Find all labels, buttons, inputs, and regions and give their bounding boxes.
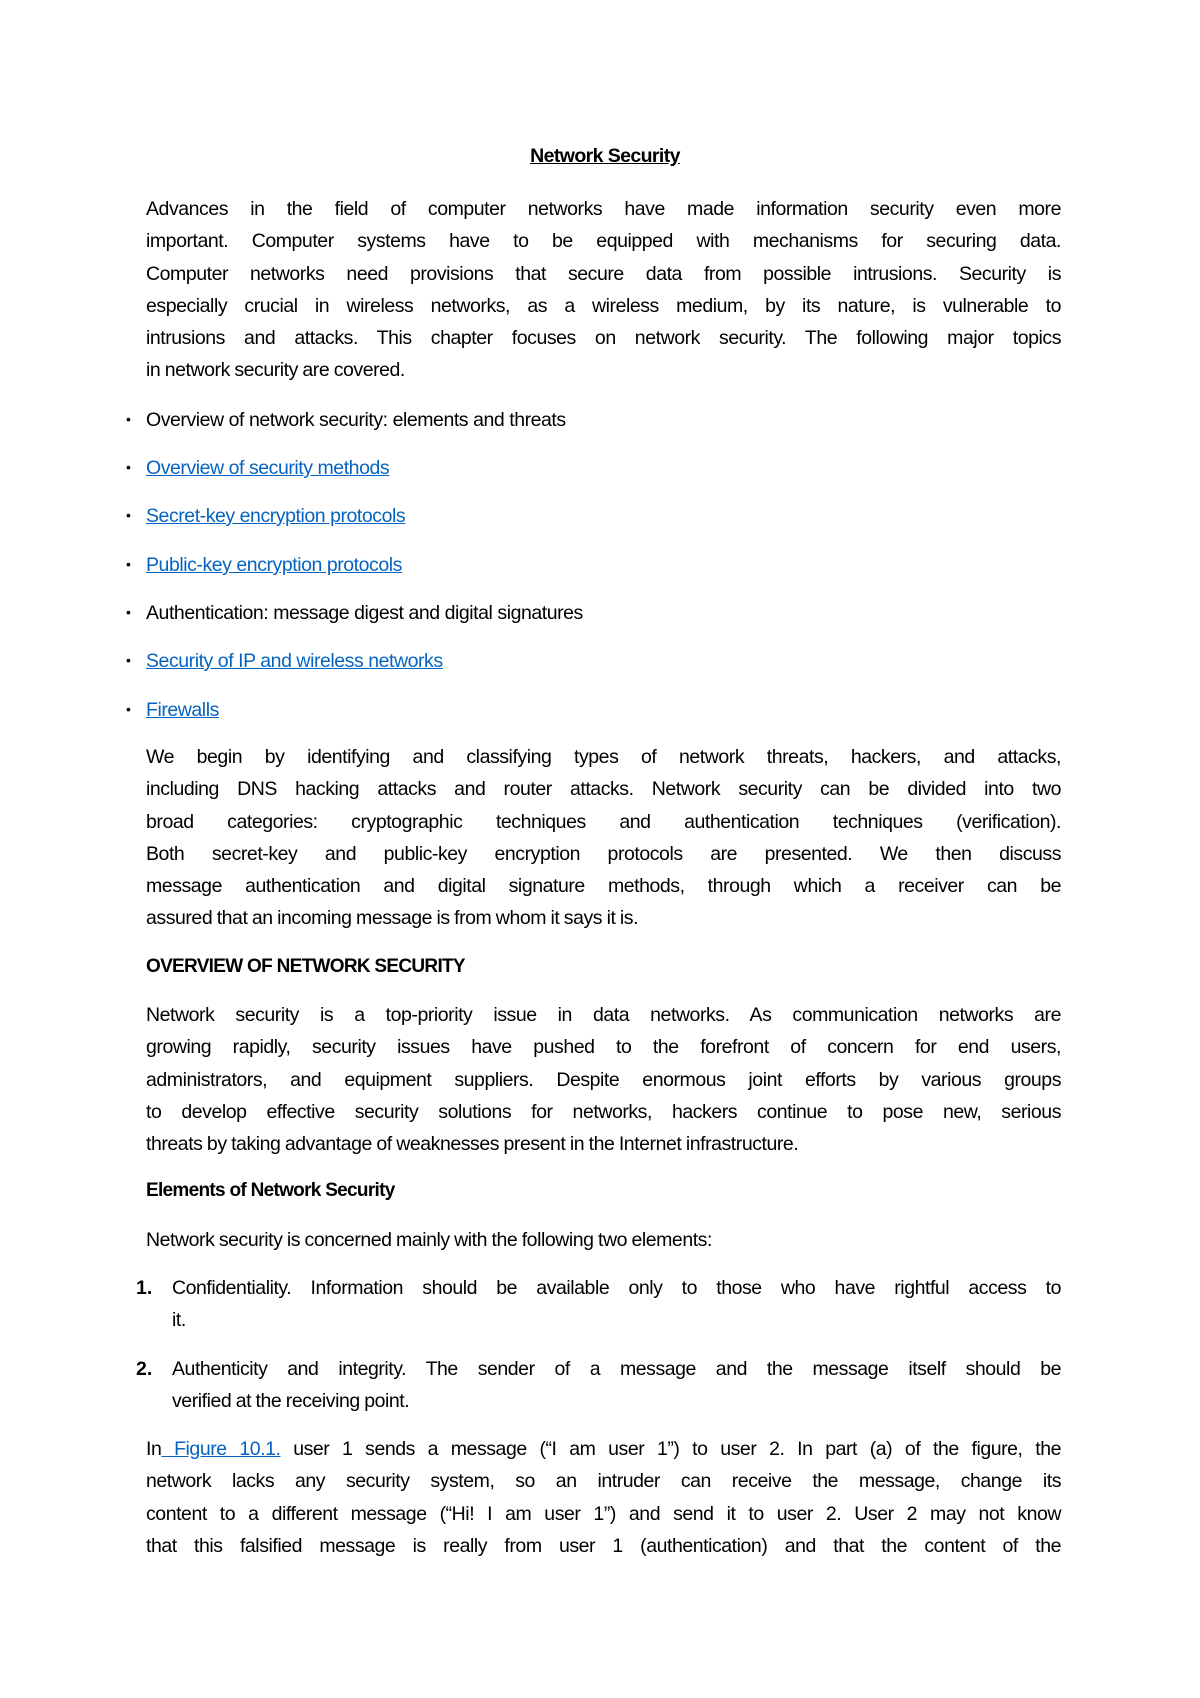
- heading-elements: Elements of Network Security: [146, 1180, 395, 1201]
- text-line: intrusions and attacks. This chapter focuses on network security. The following major topics: [146, 327, 1061, 350]
- list-number: 2.: [136, 1358, 153, 1380]
- text-line: especially crucial in wireless networks, as a wireless medium, by its nature, is vulnerable to: [146, 294, 1061, 317]
- text-line: to develop effective security solutions for networks, hackers continue to pose new, serious: [146, 1100, 1061, 1123]
- topic-link-secret-key[interactable]: Secret-key encryption protocols: [146, 505, 406, 527]
- topic-label: Authentication: message digest and digital signatures: [146, 602, 583, 624]
- text-fragment: user 1 sends a message (“I am user 1”) to user 2. In part (a) of the figure, the: [280, 1438, 1061, 1460]
- text-line: [146, 1433, 1061, 1465]
- text-line: Authenticity and integrity. The sender of a message and the message itself should be: [172, 1358, 1061, 1380]
- heading-overview: OVERVIEW OF NETWORK SECURITY: [146, 956, 465, 977]
- bullet-icon: •: [126, 459, 131, 475]
- text-line: Network security is concerned mainly with the following two elements:: [146, 1229, 712, 1251]
- text-line: network lacks any security system, so an intruder can receive the message, change its: [146, 1470, 1061, 1493]
- topic-link-public-key[interactable]: Public-key encryption protocols: [146, 554, 402, 576]
- topic-item: [126, 596, 583, 629]
- topic-item[interactable]: [126, 693, 219, 726]
- text-line: assured that an incoming message is from whom it says it is.: [146, 907, 639, 930]
- figure-link[interactable]: Figure 10.1.: [161, 1438, 281, 1460]
- bullet-icon: •: [126, 604, 131, 620]
- intro-paragraph: [146, 193, 1061, 387]
- topic-link-firewalls[interactable]: Firewalls: [146, 699, 219, 721]
- text-line: Network security is a top-priority issue in data networks. As communication networks are: [146, 1004, 1061, 1026]
- bullet-icon: •: [126, 701, 131, 717]
- topic-item[interactable]: [126, 499, 405, 532]
- text-fragment: In: [146, 1438, 162, 1460]
- list-number: 1.: [136, 1277, 153, 1299]
- list-item-confidentiality: [172, 1272, 1061, 1337]
- text-line: message authentication and digital signature methods, through which a receiver can be: [146, 875, 1061, 898]
- text-line: including DNS hacking attacks and router attacks. Network security can be divided into two: [146, 778, 1061, 801]
- text-line: We begin by identifying and classifying types of network threats, hackers, and attacks,: [146, 746, 1061, 768]
- paragraph-overview: [146, 999, 1061, 1160]
- text-line: broad categories: cryptographic techniques and authentication techniques (verification).: [146, 810, 1061, 833]
- text-line: verified at the receiving point.: [172, 1390, 410, 1413]
- text-line: content to a different message (“Hi! I am user 1”) and send it to user 2. User 2 may not know: [146, 1502, 1061, 1525]
- text-line: important. Computer systems have to be equipped with mechanisms for securing data.: [146, 230, 1061, 253]
- text-line: it.: [172, 1309, 186, 1332]
- text-line: growing rapidly, security issues have pushed to the forefront of concern for end users,: [146, 1036, 1061, 1059]
- topic-label: Overview of network security: elements and threats: [146, 409, 566, 431]
- text-line: in network security are covered.: [146, 359, 405, 382]
- topic-item: [126, 403, 566, 436]
- topic-item[interactable]: [126, 548, 402, 581]
- bullet-icon: •: [126, 411, 131, 427]
- paragraph-figure: [146, 1433, 1061, 1562]
- text-line: Confidentiality. Information should be available only to those who have rightful access to: [172, 1277, 1061, 1299]
- text-line: Both secret-key and public-key encryption protocols are presented. We then discuss: [146, 842, 1061, 865]
- text-line: that this falsified message is really from user 1 (authentication) and that the content of the: [146, 1534, 1061, 1557]
- text-line: threats by taking advantage of weaknesses present in the Internet infrastructure.: [146, 1133, 799, 1156]
- page-title: Network Security: [530, 145, 680, 167]
- list-item-authenticity: [172, 1353, 1061, 1418]
- topic-item[interactable]: [126, 451, 389, 484]
- topic-link-security-methods[interactable]: Overview of security methods: [146, 457, 390, 479]
- bullet-icon: •: [126, 556, 131, 572]
- text-line: Advances in the field of computer networks have made information security even more: [146, 198, 1061, 220]
- elements-intro: [146, 1224, 1061, 1256]
- text-line: Computer networks need provisions that secure data from possible intrusions. Security is: [146, 262, 1061, 285]
- paragraph-threats: [146, 741, 1061, 935]
- topic-item[interactable]: [126, 644, 443, 677]
- text-line: administrators, and equipment suppliers. Despite enormous joint efforts by various groups: [146, 1068, 1061, 1091]
- bullet-icon: •: [126, 507, 131, 523]
- bullet-icon: •: [126, 652, 131, 668]
- topic-link-ip-wireless[interactable]: Security of IP and wireless networks: [146, 650, 443, 672]
